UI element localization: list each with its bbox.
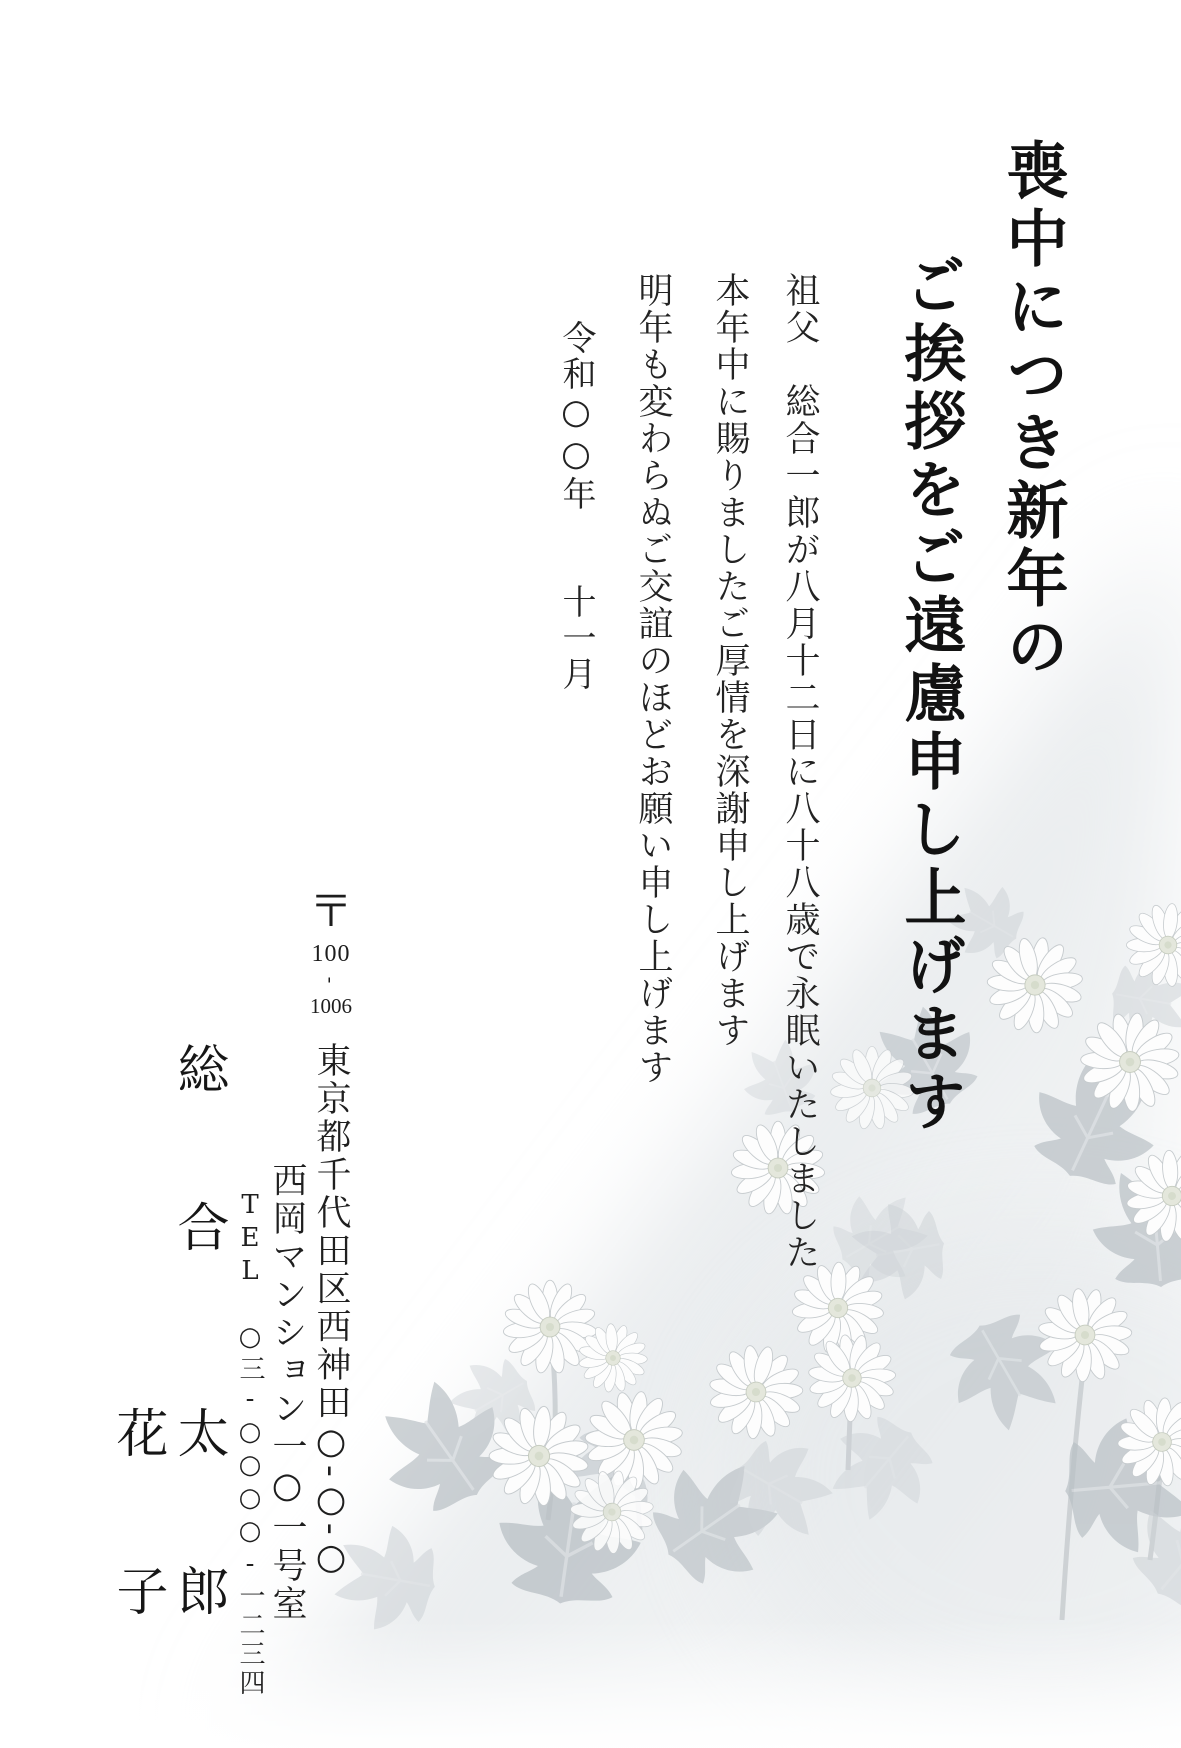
date-line: 令和○○年 十一月 bbox=[556, 320, 596, 692]
card-title-line-1: 喪中につき新年の bbox=[996, 138, 1069, 682]
card-title-line-2: ご挨拶をご遠慮申し上げます bbox=[894, 253, 967, 1137]
sender-address-line-1: 東京都千代田区西神田○-○-○ bbox=[311, 1042, 351, 1581]
postal-code-block bbox=[299, 886, 363, 1018]
body-text-request: 明年も変わらぬご交誼のほどお願い申し上げます bbox=[633, 272, 673, 1086]
postal-code-hyphen: - bbox=[319, 976, 343, 984]
postal-code-top: 100 bbox=[311, 941, 351, 967]
sender-given-name-2: 花子 bbox=[107, 1406, 167, 1722]
sender-given-name-1: 太郎 bbox=[168, 1406, 228, 1722]
sender-telephone: TEL ○三-○○○○-一二三四 bbox=[235, 1190, 265, 1698]
body-text-deceased: 祖父 総合一郎が八月十二日に八十八歳で永眠いたしました bbox=[780, 272, 820, 1271]
sender-address-line-2: 西岡マンション一○一号室 bbox=[267, 1162, 307, 1623]
sender-family-name: 総合 bbox=[168, 1042, 228, 1358]
body-text-gratitude: 本年中に賜りましたご厚情を深謝申し上げます bbox=[710, 272, 750, 1049]
postal-mark-icon: 〒 bbox=[309, 886, 353, 937]
postal-code-bottom: 1006 bbox=[310, 994, 352, 1018]
